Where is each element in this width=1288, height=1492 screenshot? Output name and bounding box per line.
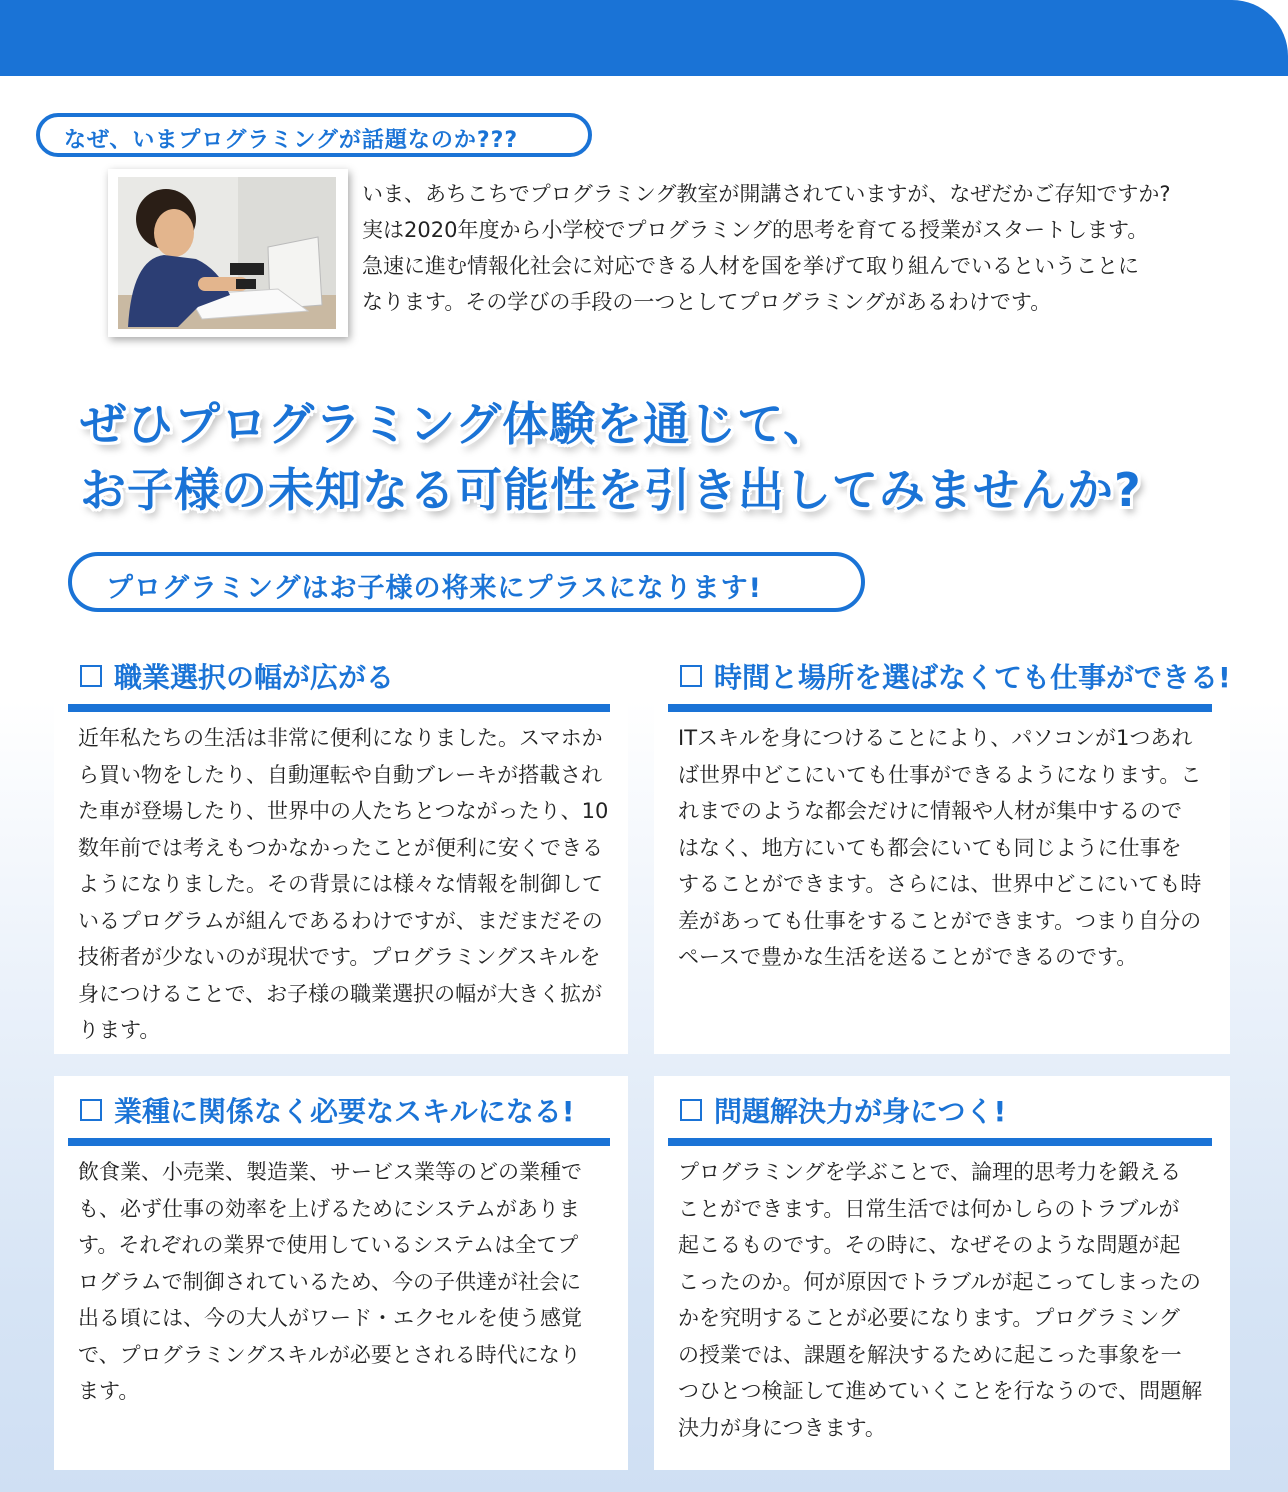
card-title-rule [68, 704, 610, 712]
card-line: いるプログラムが組んであるわけですが、まだまだその [78, 908, 603, 933]
card-line: た車が登場したり、世界中の人たちとつながったり、10 [78, 799, 609, 823]
card-line: で、プログラミングスキルが必要とされる時代になり [78, 1342, 581, 1367]
card-line: の授業では、課題を解決するために起こった事象を一 [678, 1342, 1182, 1367]
card-title [680, 656, 1231, 696]
checkbox-icon [680, 665, 702, 687]
card-line: ITスキルを身につけることにより、パソコンが1つあれ [678, 726, 1193, 750]
card-title-text: 職業選択の幅が広がる [114, 661, 395, 694]
card-title-rule [668, 704, 1212, 712]
card-title-rule [668, 1138, 1212, 1146]
intro-line: 実は2020年度から小学校でプログラミング的思考を育てる授業がスタートします。 [362, 218, 1149, 242]
intro-line: なります。その学びの手段の一つとしてプログラミングがあるわけです。 [362, 290, 1052, 314]
card-body [678, 720, 1214, 976]
checkbox-icon [680, 1099, 702, 1121]
question-heading [36, 113, 592, 157]
card-line: 差があっても仕事をすることができます。つまり自分の [678, 908, 1202, 933]
card-line: ペースで豊かな生活を送ることができるのです。 [678, 945, 1138, 969]
card-line: 近年私たちの生活は非常に便利になりました。スマホか [78, 726, 603, 750]
intro-line: 急速に進む情報化社会に対応できる人材を国を挙げて取り組んでいるということに [362, 254, 1139, 278]
card-title [80, 656, 394, 696]
child-photo [108, 169, 348, 337]
card-line: 決力が身につきます。 [678, 1415, 886, 1440]
card-line: れまでのような都会だけに情報や人材が集中するので [678, 799, 1182, 823]
card-line: ログラムで制御されているため、今の子供達が社会に [78, 1269, 581, 1294]
card-line: はなく、地方にいても都会にいても同じように仕事を [678, 835, 1182, 860]
card-title [680, 1090, 1006, 1130]
card-line: も、必ず仕事の効率を上げるためにシステムがありま [78, 1196, 580, 1221]
card-line: 身につけることで、お子様の職業選択の幅が大きく拡が [78, 981, 603, 1006]
card-line: ら買い物をしたり、自動運転や自動ブレーキが搭載され [78, 762, 603, 787]
card-body [678, 1154, 1214, 1446]
card-title [80, 1090, 575, 1130]
card-line: 起こるものです。その時に、なぜそのような問題が起 [678, 1233, 1181, 1257]
headline-line-2: お子様の未知なる可能性を引き出してみませんか? [80, 463, 1142, 517]
card-line: プログラミングを学ぶことで、論理的思考力を鍛える [678, 1160, 1182, 1184]
question-heading-text: なぜ、いまプログラミングが話題なのか??? [64, 128, 519, 153]
card-line: ことができます。日常生活では何かしらのトラブルが [678, 1196, 1180, 1221]
benefit-card-industry-skill [54, 1076, 628, 1470]
card-title-text: 業種に関係なく必要なスキルになる! [114, 1095, 575, 1128]
benefit-card-problem-solving [654, 1076, 1230, 1470]
section-heading [68, 552, 865, 612]
card-line: 技術者が少ないのが現状です。プログラミングスキルを [78, 945, 601, 969]
card-line: することができます。さらには、世界中どこにいても時 [678, 872, 1202, 896]
card-line: 数年前では考えもつかなかったことが便利に安くできる [78, 835, 603, 860]
card-body [78, 1154, 612, 1410]
card-body [78, 720, 612, 1049]
card-line: かを究明することが必要になります。プログラミング [678, 1306, 1180, 1330]
header-band [0, 0, 1288, 76]
card-title-text: 問題解決力が身につく! [714, 1095, 1007, 1128]
card-title-rule [68, 1138, 610, 1146]
card-line: こったのか。何が原因でトラブルが起こってしまったの [678, 1269, 1201, 1294]
card-line: す。それぞれの業界で使用しているシステムは全てプ [78, 1233, 579, 1257]
card-line: つひとつ検証して進めていくことを行なうので、問題解 [678, 1379, 1203, 1403]
card-line: ようになりました。その背景には様々な情報を制御して [78, 872, 603, 896]
benefit-card-career [54, 642, 628, 1054]
card-title-text: 時間と場所を選ばなくても仕事ができる! [714, 661, 1231, 694]
intro-paragraph [362, 176, 1222, 320]
intro-line: いま、あちこちでプログラミング教室が開講されていますが、なぜだかご存知ですか? [362, 182, 1171, 206]
section-heading-text: プログラミングはお子様の将来にプラスになります! [106, 573, 762, 604]
headline-line-1: ぜひプログラミング体験を通じて、 [80, 397, 831, 451]
checkbox-icon [80, 1099, 102, 1121]
child-at-laptop-image [118, 177, 336, 329]
card-line: ば世界中どこにいても仕事ができるようになります。こ [678, 762, 1202, 787]
checkbox-icon [80, 665, 102, 687]
card-line: 飲食業、小売業、製造業、サービス業等のどの業種で [78, 1160, 582, 1184]
card-line: ります。 [78, 1018, 161, 1042]
card-line: 出る頃には、今の大人がワード・エクセルを使う感覚 [78, 1306, 582, 1330]
card-line: ます。 [78, 1379, 140, 1403]
benefit-card-work-anywhere [654, 642, 1230, 1054]
